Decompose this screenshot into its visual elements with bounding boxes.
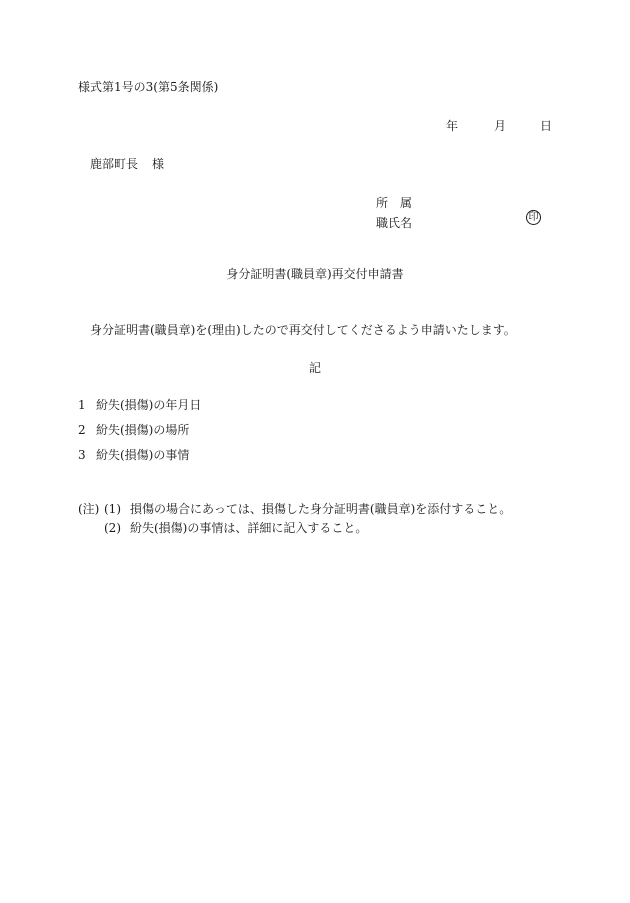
ki-heading: 記 [308, 361, 321, 375]
form-number: 様式第1号の3(第5条関係) [78, 80, 219, 94]
item-text: 紛失(損傷)の事情 [96, 448, 190, 462]
date-day-label: 日 [540, 119, 553, 133]
addressee [90, 158, 164, 170]
note-item [78, 522, 511, 541]
item-text: 紛失(損傷)の年月日 [96, 398, 202, 412]
affiliation-label: 所 属 [376, 196, 413, 210]
request-statement: 身分証明書(職員章)を(理由)したので再交付してくださるよう申請いたします。 [90, 323, 516, 337]
list-item [78, 399, 201, 424]
item-list [78, 399, 201, 474]
applicant-block [376, 193, 412, 233]
name-label: 職氏名 [376, 216, 413, 230]
note-index: (2) [104, 521, 121, 535]
date-year-label: 年 [446, 119, 459, 133]
notes-prefix: (注) [78, 502, 100, 516]
notes-block [78, 503, 511, 541]
list-item [78, 424, 201, 449]
item-number: 3 [78, 448, 86, 462]
item-number: 1 [78, 398, 86, 412]
note-index: (1) [104, 502, 121, 516]
note-text: 紛失(損傷)の事情は、詳細に記入すること。 [130, 521, 368, 535]
seal-mark: 印 [526, 210, 541, 225]
date-line [446, 120, 552, 132]
date-month-label: 月 [494, 119, 507, 133]
list-item [78, 449, 201, 474]
addressee-name: 鹿部町長 [90, 157, 139, 171]
note-item [78, 503, 511, 522]
note-text: 損傷の場合にあっては、損傷した身分証明書(職員章)を添付すること。 [130, 502, 512, 516]
addressee-honorific: 様 [152, 157, 165, 171]
item-number: 2 [78, 423, 86, 437]
item-text: 紛失(損傷)の場所 [96, 423, 190, 437]
document-title: 身分証明書(職員章)再交付申請書 [226, 267, 404, 281]
